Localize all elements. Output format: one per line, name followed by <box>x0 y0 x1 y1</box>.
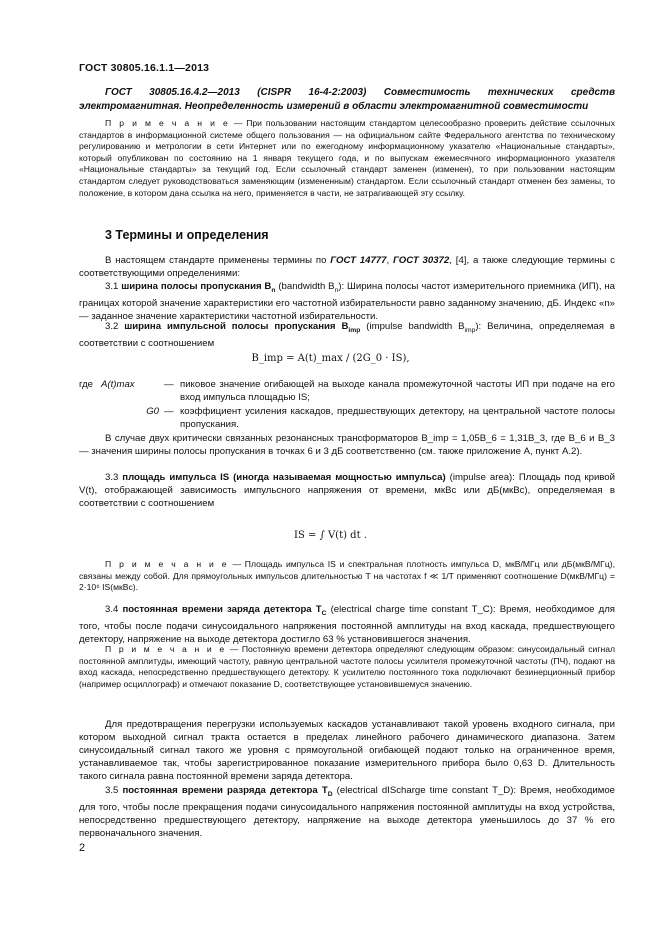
note-label: П р и м е ч а н и е <box>105 644 227 654</box>
term-subscript: imp <box>464 326 476 334</box>
term-name: постоянная времени разряда детектора T <box>122 785 328 796</box>
symbol-definition: коэффициент усиления каскадов, предшествующих детектору, на центральной частоте полосы пропускания. <box>180 406 615 430</box>
term-name: ширина импульсной полосы пропускания B <box>124 321 349 332</box>
note-text: — Постоянную времени детектора определяют следующим образом: синусоидальный сигнал постоянной амплитуды, имеющий частоту, равную центральной частоте полосы усилителя промежуточной частоты (ПЧ), подают на вход каскада, непосредственно предшествующего детектору. К усилителю постоянного тока подключают безинерционный прибор (например осциллограф) и отмечают показание D, соответствующее установившемуся значению. <box>79 644 615 689</box>
term-subscript: C <box>321 609 327 617</box>
note-label: П р и м е ч а н и е <box>105 118 230 128</box>
dash: — <box>164 379 174 390</box>
note-label: П р и м е ч а н и е <box>105 559 229 569</box>
term-subscript: D <box>327 790 333 798</box>
note-text: — При пользовании настоящим стандартом целесообразно проверить действие ссылочных стандартов в информационной системе общего пользования — на официальном сайте Федерального агентства по техническому регулированию и метрологии в сети Интернет или по ежегодному информационному указателю «Национальные стандарты», который опубликован по состоянию на 1 января текущего года, и по выпускам ежемесячного информационного указателя «Национальные стандарты» за текущий год. Если ссылочный стандарт заменен (изменен), то при пользовании настоящим стандартом следует руководствоваться заменяющим (измененным) стандартом. Если ссылочный стандарт отменен без замены, то положение, в котором дана ссылка на него, применяется в части, не затрагивающей эту ссылку. <box>79 118 616 198</box>
term-number: 3.2 <box>105 321 125 332</box>
term-number: 3.1 <box>105 281 122 292</box>
term-definition: (electrical charge time constant T_C): Время, необходимое для того, чтобы после подачи синусоидального напряжения постоянной амплитуды на вход каскада, предшествующего детектору, напряжение на выходе детектора достигло 63 % установившегося значения. <box>79 604 616 645</box>
term-3-2 <box>79 320 615 350</box>
term-number: 3.4 <box>105 604 123 615</box>
ref-gost-30372: ГОСТ 30372 <box>393 255 450 266</box>
term-definition: ): Величина, определяемая в соответствии с соотношением <box>79 321 615 349</box>
dash: — <box>164 406 174 417</box>
page-number: 2 <box>79 842 86 854</box>
term-definition: (electrical dIScharge time constant T_D): Время, необходимое для того, чтобы после прекращения подачи синусоидального напряжения постоянной амплитуды на вход устройства, непосредственно предшествующего детектору, напряжение на выходе детектора уменьшилось до 37 % его первоначального значения. <box>79 785 615 839</box>
where-word: где <box>79 379 94 390</box>
term-name: площадь импульса IS (иногда называемая мощностью импульса) <box>122 472 446 483</box>
term-3-4 <box>79 603 615 646</box>
term-english: (impulse bandwidth B <box>360 321 465 332</box>
term-english: (bandwidth B <box>275 281 335 292</box>
intro-sep: , <box>386 255 394 266</box>
note-paragraph <box>79 118 615 199</box>
intro-paragraph <box>79 254 615 280</box>
note-paragraph <box>79 559 615 594</box>
coupled-transformers-paragraph: В случае двух критически связанных резонансных трансформаторов B_imp = 1,05B_6 = 1,31B_3, где B_6 и B_3 — значения ширины полосы пропускания в точках 6 и 3 дБ соответственно (см. также приложение А, пункт А.2). <box>79 433 615 457</box>
ref-gost-14777: ГОСТ 14777 <box>330 255 387 266</box>
note-text: — Площадь импульса IS и спектральная плотность импульса D, мкВ/МГц или дБ(мкВ/МГц), связаны между собой. Для прямоугольных импульсов длительностью T на частотах f ≪ 1/T применяют соотношение D(мкВ/МГц) = 2·10⁶ IS(мкВс). <box>79 559 615 593</box>
term-name: постоянная времени заряда детектора T <box>122 604 322 615</box>
symbol: G0 <box>146 406 159 417</box>
note-paragraph <box>79 644 615 690</box>
where-entry-1 <box>79 378 615 406</box>
term-number: 3.3 <box>105 472 123 483</box>
term-definition: ): Ширина полосы частот измерительного приемника (ИП), на границах которой значение характеристики его частотной избирательности равно заданному значению, дБ. Индекс «n» — заданное значение характеристики частотной избирательности. <box>79 281 615 322</box>
where-label <box>79 378 159 391</box>
overload-paragraph: Для предотвращения перегрузки используемых каскадов устанавливают такой уровень входного сигнала, при котором выходной сигнал тракта остается в пределах линейного рабочего динамического диапазона. Затем синусоидальный сигнал такого же уровня с прямоугольной огибающей подают только на ограниченное время, устанавливаемое так, чтобы зарегистрированное показание измерительного прибора было 0,63 D. Длительность такого сигнала равна постоянной времени заряда детектора. <box>79 719 615 782</box>
intro-text: В настоящем стандарте применены термины по <box>105 255 331 266</box>
term-subscript: n <box>271 286 276 294</box>
section-heading: 3 Термины и определения <box>105 228 269 242</box>
term-subscript: n <box>334 286 339 294</box>
normative-reference-item: ГОСТ 30805.16.4.2—2013 (CISPR 16-4-2:2003) Совместимость технических средств электромагнитная. Неопределенность измерений в области электромагнитной совместимости <box>79 87 615 112</box>
term-3-5 <box>79 784 615 840</box>
formula-is: IS = ∫ V(t) dt . <box>294 530 367 541</box>
term-definition: (impulse area): Площадь под кривой V(t), отображающей зависимость импульсного напряжения от времени, мкВс или дБ(мкВс), определяемая в соответствии с соотношением <box>79 472 615 509</box>
term-3-1 <box>79 280 615 323</box>
where-entry-2 <box>79 405 615 433</box>
term-name: ширина полосы пропускания B <box>121 281 272 292</box>
term-subscript: imp <box>348 326 361 334</box>
intro-text-end: , [4], а также следующие термины с соответствующими определениями: <box>79 255 615 279</box>
formula-bimp: B_imp = A(t)_max / (2G_0 · IS), <box>251 353 410 364</box>
symbol-definition: пиковое значение огибающей на выходе канала промежуточной частоты ИП при подаче на его вход импульса площадью IS; <box>180 379 615 403</box>
term-number: 3.5 <box>105 785 123 796</box>
term-3-3 <box>79 471 615 510</box>
document-header: ГОСТ 30805.16.1.1—2013 <box>79 62 210 74</box>
symbol: A(t)max <box>101 379 135 390</box>
